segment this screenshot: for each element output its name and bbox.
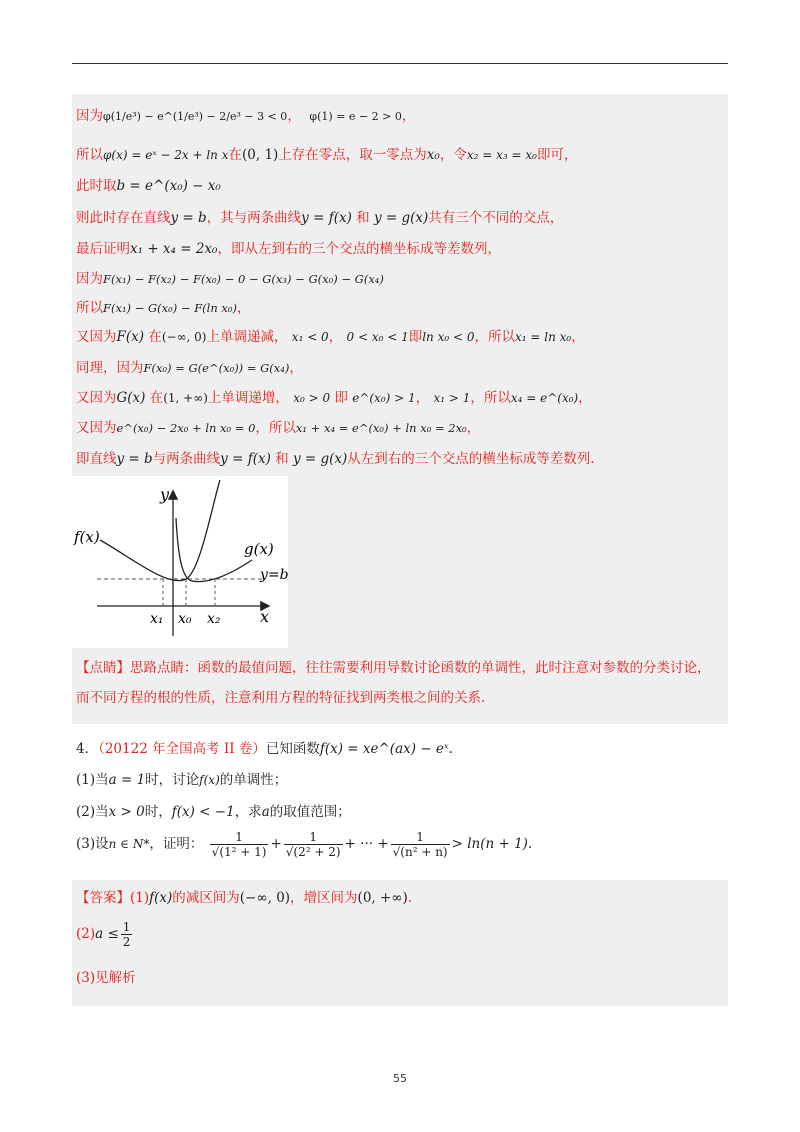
- question-4-part-2: [76, 800, 351, 820]
- solution-line-11: [76, 416, 480, 436]
- text: .: [407, 890, 413, 906]
- text: ，: [571, 329, 585, 345]
- solution-line-1: [76, 104, 415, 124]
- math: (0, +∞): [357, 890, 408, 906]
- math: y = b: [116, 451, 153, 467]
- math: a: [261, 804, 270, 820]
- question-number: 4．: [76, 741, 99, 757]
- math: f(x): [149, 890, 173, 906]
- denominator: √(2² + 2): [285, 845, 341, 859]
- math: F(x₁) − F(x₂) − F(x₀) − 0 − G(x₃) − G(x₀) − G(x₄): [103, 272, 384, 286]
- text: 因为: [76, 271, 103, 287]
- answer-line-1: [76, 886, 412, 906]
- tip-line-1: [76, 656, 711, 676]
- fraction-half: [121, 920, 133, 949]
- text: 所以: [76, 300, 103, 316]
- tip-line-2: [76, 686, 485, 706]
- text: 又因为: [76, 420, 117, 436]
- function-graph-svg: [72, 476, 288, 648]
- math: b = e^(x₀) − x₀: [116, 178, 221, 194]
- math: f(x) < −1: [171, 804, 235, 820]
- text: 共有三个不同的交点，: [428, 210, 564, 226]
- answer-tag: 【答案】: [76, 890, 130, 906]
- math: x₄ = e^(x₀): [510, 391, 579, 405]
- math: x₁ = ln x₀: [515, 330, 572, 344]
- math: x₁ > 1: [433, 391, 471, 405]
- math: F(x₁) − G(x₀) − F(ln x₀): [103, 301, 237, 315]
- math: φ(1/e³) − e^(1/e³) − 2/e³ − 3 < 0: [103, 110, 288, 123]
- f-curve-label: f(x): [74, 528, 100, 546]
- math: x₂ = x₃ = x₀: [466, 148, 537, 162]
- text: 因为: [76, 108, 103, 124]
- text: 又因为: [76, 390, 117, 406]
- math: x₁ < 0: [291, 330, 329, 344]
- text: 和: [275, 451, 289, 467]
- x2-label: x₂: [207, 611, 221, 627]
- text: ，令: [439, 147, 467, 163]
- text: (1)当: [76, 772, 109, 788]
- math: F(x): [116, 329, 145, 345]
- denominator: √(n² + n): [392, 845, 448, 859]
- x-axis-label: x: [260, 607, 270, 626]
- math: φ(x) = eˣ − 2x + ln x: [103, 148, 229, 162]
- solution-line-2: [76, 143, 577, 163]
- math: y = f(x): [220, 451, 271, 467]
- math: y = g(x): [292, 451, 348, 467]
- text: 即可，: [536, 147, 578, 163]
- math: e^(x₀) − 2x₀ + ln x₀ = 0: [116, 421, 256, 435]
- text: ，所以: [474, 329, 515, 345]
- text: (3)设: [76, 836, 109, 852]
- tip-tag: 【点睛】: [76, 660, 130, 676]
- fraction-1: [210, 830, 269, 859]
- math: (1, +∞): [163, 391, 208, 405]
- math: y = g(x): [373, 210, 429, 226]
- text: 即: [408, 329, 423, 345]
- text: ，: [237, 300, 251, 316]
- text: ，求: [234, 804, 262, 820]
- question-4-part-1: [76, 768, 287, 788]
- answer-line-2: [76, 920, 134, 949]
- text: 最后证明: [76, 241, 130, 257]
- math: x₀: [426, 147, 440, 163]
- math: + ··· +: [344, 836, 389, 852]
- curve-g: [176, 518, 252, 582]
- text: ，其与两条曲线: [206, 210, 302, 226]
- text: 从左到右的三个交点的横坐标成等差数列.: [347, 451, 595, 467]
- text: (1): [130, 890, 150, 906]
- g-curve-label: g(x): [244, 540, 274, 558]
- text: 的取值范围；: [269, 804, 351, 820]
- text: (2)当: [76, 804, 109, 820]
- text: 和: [356, 210, 370, 226]
- math: n ∈ N*: [108, 837, 150, 851]
- text: 上存在零点，取一零点为: [278, 147, 427, 163]
- x0-label: x₀: [178, 611, 192, 627]
- answer-line-3: [76, 966, 136, 986]
- text: 即: [334, 390, 348, 406]
- math: (0, 1): [242, 147, 279, 163]
- math: x₁ + x₄ = e^(x₀) + ln x₀ = 2x₀: [295, 421, 467, 435]
- math: ln x₀ < 0: [422, 330, 475, 344]
- math: y = f(x): [301, 210, 352, 226]
- text: 时，讨论: [145, 772, 200, 788]
- numerator: 1: [284, 830, 343, 845]
- text: (3)见解析: [76, 970, 136, 986]
- solution-line-3: [76, 174, 221, 194]
- math: f(x): [199, 773, 220, 787]
- solution-line-7: [76, 296, 251, 316]
- text: 又因为: [76, 329, 117, 345]
- math: φ(1) = e − 2 > 0: [309, 110, 402, 123]
- solution-line-10: [76, 386, 592, 406]
- text: ，即从左到右的三个交点的横坐标成等差数列，: [217, 241, 501, 257]
- math: a ≤: [95, 926, 119, 942]
- text: 即直线: [76, 451, 117, 467]
- text: .: [527, 836, 533, 852]
- text: ，: [289, 360, 303, 376]
- solution-line-6: [76, 267, 384, 287]
- math: y = b: [170, 210, 207, 226]
- text: ，: [578, 390, 592, 406]
- text: ，: [466, 420, 481, 436]
- fraction-3: [391, 830, 450, 859]
- text: 在: [228, 147, 242, 163]
- text: .: [448, 741, 453, 757]
- text: ，所以: [255, 420, 296, 436]
- text: 的单调性；: [219, 772, 288, 788]
- header-rule: [72, 63, 728, 64]
- solution-line-9: [76, 356, 303, 376]
- math: f(x) = xe^(ax) − eˣ: [319, 741, 449, 757]
- numerator: 1: [210, 830, 269, 845]
- fraction-2: [284, 830, 343, 859]
- question-4-stem: [76, 737, 453, 757]
- question-4-part-3: [76, 830, 532, 859]
- math: x₁ + x₄ = 2x₀: [130, 241, 218, 257]
- text: 此时取: [76, 178, 117, 194]
- text: 则此时存在直线: [76, 210, 171, 226]
- math: a = 1: [108, 772, 146, 788]
- math: (−∞, 0): [161, 330, 207, 344]
- numerator: 1: [391, 830, 450, 845]
- math: (−∞, 0): [239, 890, 291, 906]
- text: 上单调递减，: [206, 329, 288, 345]
- line-b-label: y=b: [260, 567, 288, 583]
- tip-text: 思路点睛：函数的最值问题，往往需要利用导数讨论函数的单调性，此时注意对参数的分类讨论，: [130, 660, 711, 676]
- text: 上单调递增，: [207, 390, 289, 406]
- text: (2): [76, 926, 96, 942]
- y-axis-label: y: [160, 485, 170, 504]
- text: 所以: [76, 147, 103, 163]
- math: +: [270, 836, 282, 852]
- text: 与两条曲线: [152, 451, 221, 467]
- solution-line-8: [76, 325, 585, 345]
- text: ，: [328, 329, 343, 345]
- text: 的减区间为: [172, 890, 240, 906]
- text: 已知函数: [265, 741, 320, 757]
- math: 0 < x₀ < 1: [346, 330, 409, 344]
- math: x > 0: [108, 804, 145, 820]
- denominator: 2: [122, 935, 131, 949]
- page-number: 55: [393, 1072, 407, 1085]
- math: F(x₀) = G(e^(x₀)) = G(x₄): [143, 361, 290, 375]
- text: ，: [401, 108, 416, 124]
- text: ，证明：: [149, 836, 204, 852]
- math: x₀ > 0: [293, 391, 331, 405]
- text: ，增区间为: [290, 890, 358, 906]
- math: e^(x₀) > 1: [352, 391, 416, 405]
- text: ，: [415, 390, 430, 406]
- function-graph-figure: [72, 476, 288, 648]
- x1-label: x₁: [150, 611, 164, 627]
- solution-line-5: [76, 237, 501, 257]
- math: G(x): [116, 390, 146, 406]
- text: 时，: [144, 804, 172, 820]
- numerator: 1: [122, 920, 131, 934]
- solution-line-12: [76, 447, 595, 467]
- answer-block: [72, 880, 728, 1006]
- denominator: √(1² + 1): [211, 845, 267, 859]
- solution-line-4: [76, 206, 563, 226]
- text: 在: [148, 329, 162, 345]
- math: > ln(n + 1): [451, 836, 528, 852]
- text: ，: [287, 108, 301, 124]
- tip-text: 而不同方程的根的性质，注意利用方程的特征找到两类根之间的关系.: [76, 690, 486, 706]
- question-source: （20122 年全国高考 II 卷）: [98, 741, 266, 757]
- text: ，所以: [470, 390, 511, 406]
- text: 在: [149, 390, 164, 406]
- text: 同理，因为: [76, 360, 144, 376]
